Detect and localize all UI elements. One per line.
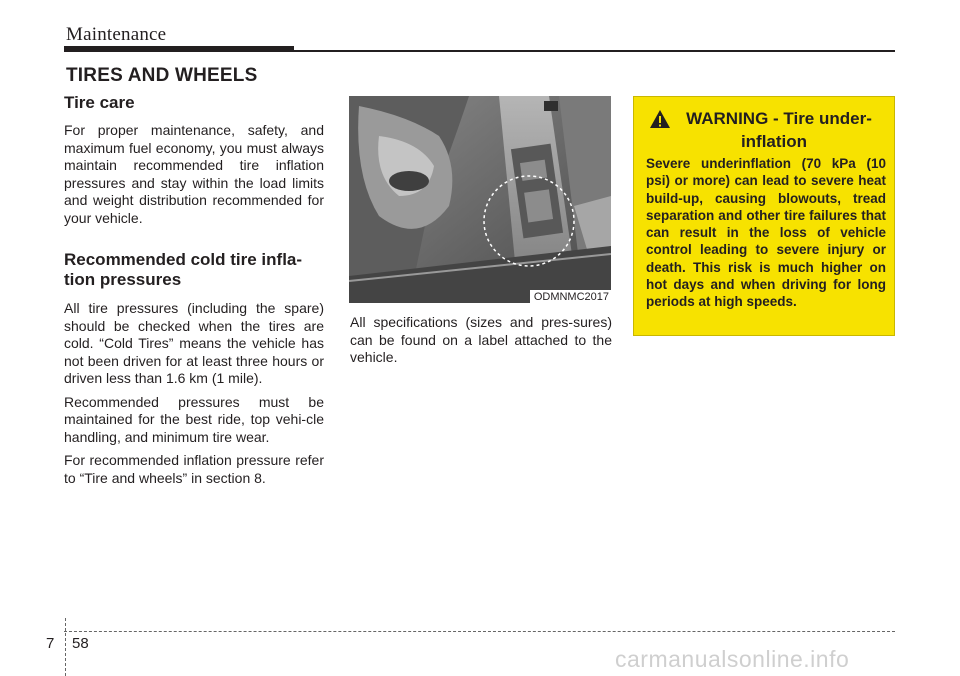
door-jamb-photo <box>349 96 611 303</box>
tire-care-paragraph: For proper maintenance, safety, and maximum fuel economy, you must always maintain recommended tire inflation pressures and stay within the load limits and weight distribution recommended for your vehicle. <box>64 122 324 226</box>
figure-code: ODMNMC2017 <box>530 290 611 303</box>
cold-pressure-paragraph: For recommended inflation pressure refer to “Tire and wheels” in section 8. <box>64 452 324 486</box>
footer-rule <box>64 631 895 632</box>
cold-pressure-section <box>64 250 324 487</box>
header-rule-thick <box>64 46 294 52</box>
cold-pressure-paragraph: Recommended pressures must be maintained for the best ride, top vehi-cle handling, and minimum tire wear. <box>64 393 324 445</box>
watermark: carmanualsonline.info <box>615 646 850 672</box>
cold-pressure-paragraph: All tire pressures (including the spare) should be checked when the tires are cold. “Cold Tires” means the vehicle has not been driven for at least three hours or driven less than 1.6 km (1 mile). <box>64 300 324 386</box>
warning-title-line1: WARNING - Tire under- <box>686 109 872 128</box>
warning-box <box>633 96 895 336</box>
chapter-title: Maintenance <box>66 24 167 45</box>
footer-divider <box>65 618 66 676</box>
cold-pressure-heading <box>64 250 324 290</box>
figure-caption-block <box>350 314 612 367</box>
header-rule-thin <box>294 50 895 52</box>
chapter-number: 7 <box>46 635 55 652</box>
door-jamb-illustration <box>349 96 611 303</box>
warning-body: Severe underinflation (70 kPa (10 psi) or more) can lead to severe heat build-up, causing blowouts, tread separation and other tire failures that can result in the loss of vehicle control leading to severe injury or death. This risk is much higher on hot days and when driving for long periods at high speeds. <box>646 156 886 310</box>
page-number: 58 <box>72 635 89 652</box>
cold-pressure-heading-line2: tion pressures <box>64 270 182 289</box>
tire-care-section <box>64 93 324 227</box>
figure-caption: All specifications (sizes and pres-sures) can be found on a label attached to the vehicle. <box>350 314 612 365</box>
warning-title <box>634 107 894 153</box>
cold-pressure-heading-line1: Recommended cold tire infla- <box>64 250 303 269</box>
section-title: TIRES AND WHEELS <box>66 65 258 86</box>
warning-title-line2: inflation <box>740 132 808 151</box>
tire-care-heading: Tire care <box>64 93 135 112</box>
